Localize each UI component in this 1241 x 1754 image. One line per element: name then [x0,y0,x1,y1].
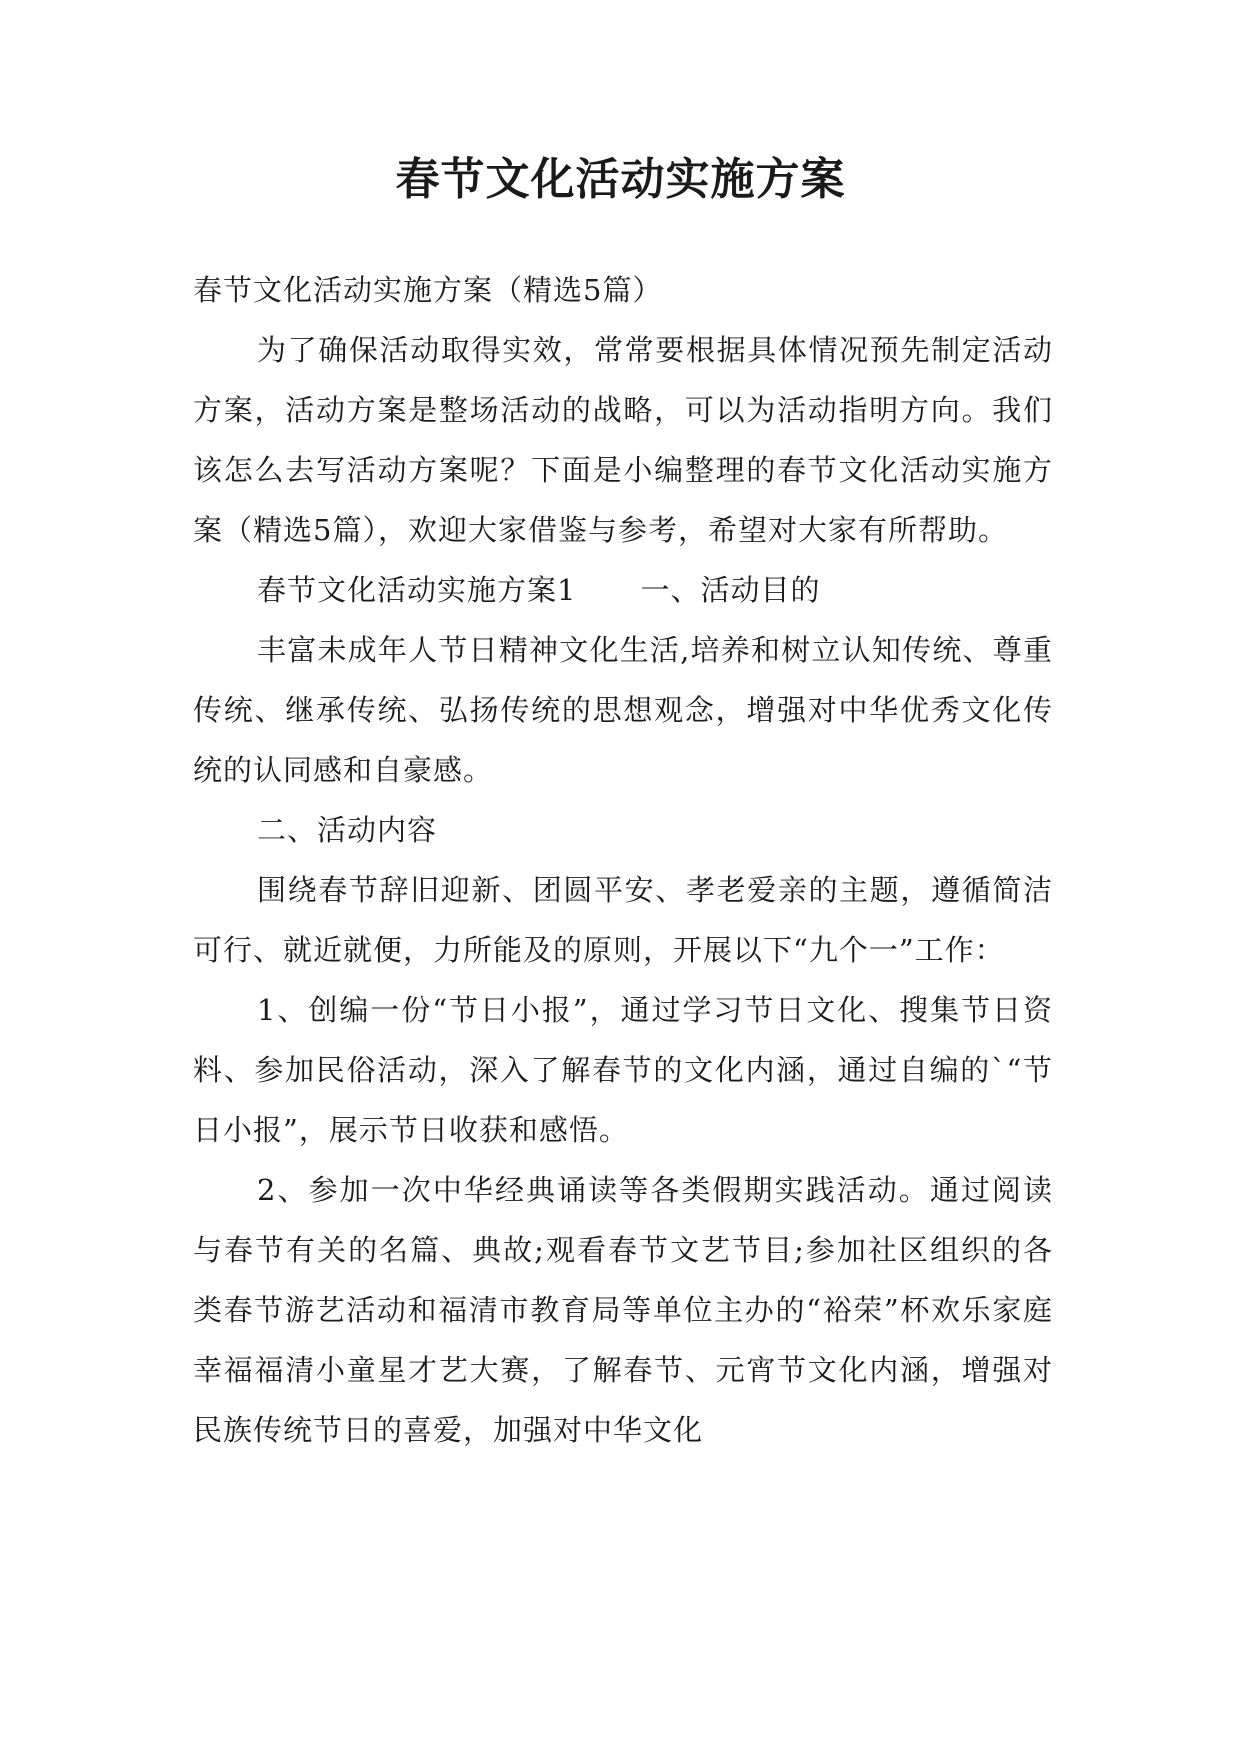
section2-paragraph: 围绕春节辞旧迎新、团圆平安、孝老爱亲的主题，遵循简洁可行、就近就便，力所能及的原则，开展以下“九个一”工作： [193,873,1053,967]
plan1-heading: 春节文化活动实施方案1 [257,573,577,607]
list-item-2: 2、参加一次中华经典诵读等各类假期实践活动。通过阅读与春节有关的名篇、典故;观看春节文艺节目;参加社区组织的各类春节游艺活动和福清市教育局等单位主办的“裕荣”杯欢乐家庭幸福福清小童星才艺大赛，了解春节、元宵节文化内涵，增强对民族传统节日的喜爱，加强对中华文化 [193,1173,1053,1447]
list-item-1: 1、创编一份“节日小报”，通过学习节日文化、搜集节日资料、参加民俗活动，深入了解春节的文化内涵，通过自编的`“节日小报”，展示节日收获和感悟。 [193,993,1053,1147]
section2-heading: 二、活动内容 [257,813,438,847]
section1-paragraph: 丰富未成年人节日精神文化生活,培养和树立认知传统、尊重传统、继承传统、弘扬传统的思想观念，增强对中华优秀文化传统的认同感和自豪感。 [193,633,1053,787]
plan-heading-line [193,560,1053,620]
intro-paragraph: 为了确保活动取得实效，常常要根据具体情况预先制定活动方案，活动方案是整场活动的战略，可以为活动指明方向。我们该怎么去写活动方案呢？下面是小编整理的春节文化活动实施方案（精选5篇），欢迎大家借鉴与参考，希望对大家有所帮助。 [193,333,1053,547]
document-subtitle: 春节文化活动实施方案（精选5篇） [193,273,663,307]
document-body [193,260,1053,1460]
section1-heading: 一、活动目的 [640,573,821,607]
document-title: 春节文化活动实施方案 [395,154,846,205]
